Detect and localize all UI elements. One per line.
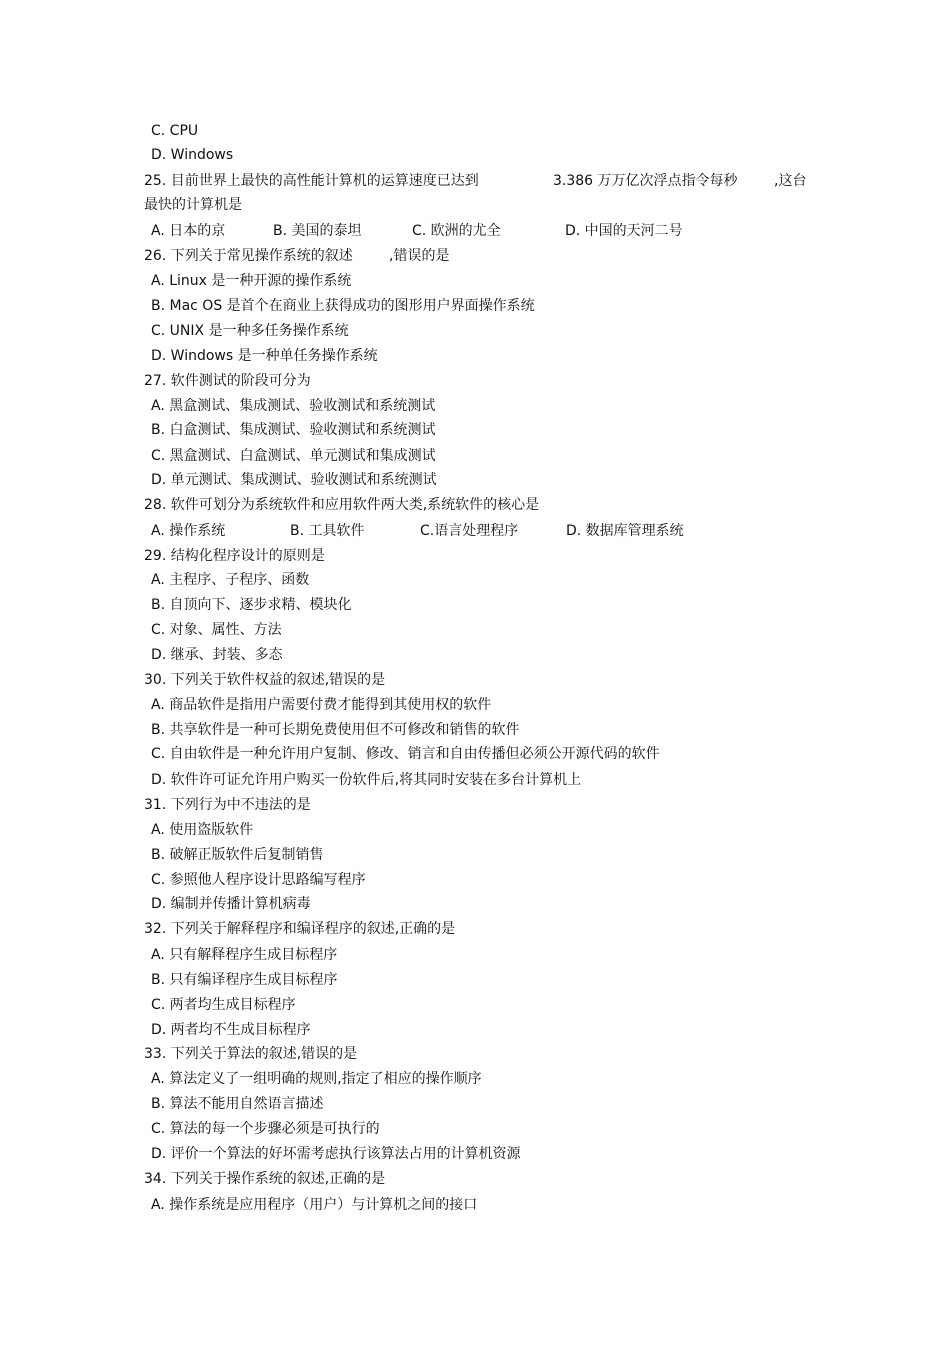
option-b: B. 共享软件是一种可长期免费使用但不可修改和销售的软件	[151, 722, 520, 738]
option-b: B. 自顶向下、逐步求精、模块化	[151, 597, 352, 613]
option-a: A. 黑盒测试、集成测试、验收测试和系统测试	[151, 398, 436, 414]
question-28: 28. 软件可划分为系统软件和应用软件两大类,系统软件的核心是	[144, 497, 540, 513]
option-a: A. 使用盗版软件	[151, 822, 254, 838]
option-c: C. 参照他人程序设计思路编写程序	[151, 872, 366, 888]
option-b: B. 美国的泰坦	[273, 223, 362, 239]
option-d-windows: D. Windows	[151, 147, 234, 163]
option-d: D. 继承、封装、多态	[151, 647, 283, 663]
option-d: D. 单元测试、集成测试、验收测试和系统测试	[151, 472, 437, 488]
option-c: C. 欧洲的尤全	[412, 223, 501, 239]
option-c: C.语言处理程序	[420, 523, 519, 539]
option-c: C. UNIX 是一种多任务操作系统	[151, 323, 349, 339]
option-c: C. 两者均生成目标程序	[151, 997, 296, 1013]
option-b: B. 只有编译程序生成目标程序	[151, 972, 338, 988]
option-d: D. Windows 是一种单任务操作系统	[151, 348, 378, 364]
option-c: C. 对象、属性、方法	[151, 622, 282, 638]
option-a: A. 操作系统是应用程序（用户）与计算机之间的接口	[151, 1197, 478, 1213]
option-c: C. 自由软件是一种允许用户复制、修改、销言和自由传播但必须公开源代码的软件	[151, 746, 660, 762]
question-33: 33. 下列关于算法的叙述,错误的是	[144, 1046, 358, 1062]
question-25-part1: 25. 目前世界上最快的高性能计算机的运算速度已达到	[144, 173, 479, 189]
option-a: A. Linux 是一种开源的操作系统	[151, 273, 352, 289]
option-d: D. 数据库管理系统	[566, 523, 684, 539]
question-34: 34. 下列关于操作系统的叙述,正确的是	[144, 1171, 386, 1187]
option-d: D. 两者均不生成目标程序	[151, 1022, 311, 1038]
question-26-part1: 26. 下列关于常见操作系统的叙述	[144, 248, 353, 264]
option-a: A. 日本的京	[151, 223, 226, 239]
option-b: B. Mac OS 是首个在商业上获得成功的图形用户界面操作系统	[151, 298, 535, 314]
option-b: B. 工具软件	[290, 523, 365, 539]
question-30: 30. 下列关于软件权益的叙述,错误的是	[144, 672, 386, 688]
option-b: B. 算法不能用自然语言描述	[151, 1096, 324, 1112]
option-a: A. 只有解释程序生成目标程序	[151, 947, 338, 963]
option-d: D. 评价一个算法的好坏需考虑执行该算法占用的计算机资源	[151, 1146, 521, 1162]
option-a: A. 主程序、子程序、函数	[151, 572, 310, 588]
option-b: B. 白盒测试、集成测试、验收测试和系统测试	[151, 422, 436, 438]
option-c: C. 黑盒测试、白盒测试、单元测试和集成测试	[151, 448, 436, 464]
option-b: B. 破解正版软件后复制销售	[151, 847, 324, 863]
question-25-part3: ,这台	[774, 173, 807, 189]
option-d: D. 编制并传播计算机病毒	[151, 896, 311, 912]
option-c: C. 算法的每一个步骤必须是可执行的	[151, 1121, 380, 1137]
option-d: D. 软件许可证允许用户购买一份软件后,将其同时安装在多台计算机上	[151, 772, 582, 788]
option-a: A. 商品软件是指用户需要付费才能得到其使用权的软件	[151, 697, 492, 713]
question-25-part2: 3.386 万万亿次浮点指令每秒	[553, 173, 738, 189]
question-29: 29. 结构化程序设计的原则是	[144, 548, 325, 564]
option-c-cpu: C. CPU	[151, 123, 199, 139]
option-d: D. 中国的天河二号	[565, 223, 683, 239]
question-27: 27. 软件测试的阶段可分为	[144, 373, 311, 389]
option-a: A. 算法定义了一组明确的规则,指定了相应的操作顺序	[151, 1071, 482, 1087]
option-a: A. 操作系统	[151, 523, 226, 539]
question-31: 31. 下列行为中不违法的是	[144, 797, 311, 813]
question-26-part2: ,错误的是	[389, 248, 450, 264]
question-25-continued: 最快的计算机是	[144, 197, 242, 213]
question-32: 32. 下列关于解释程序和编译程序的叙述,正确的是	[144, 921, 456, 937]
